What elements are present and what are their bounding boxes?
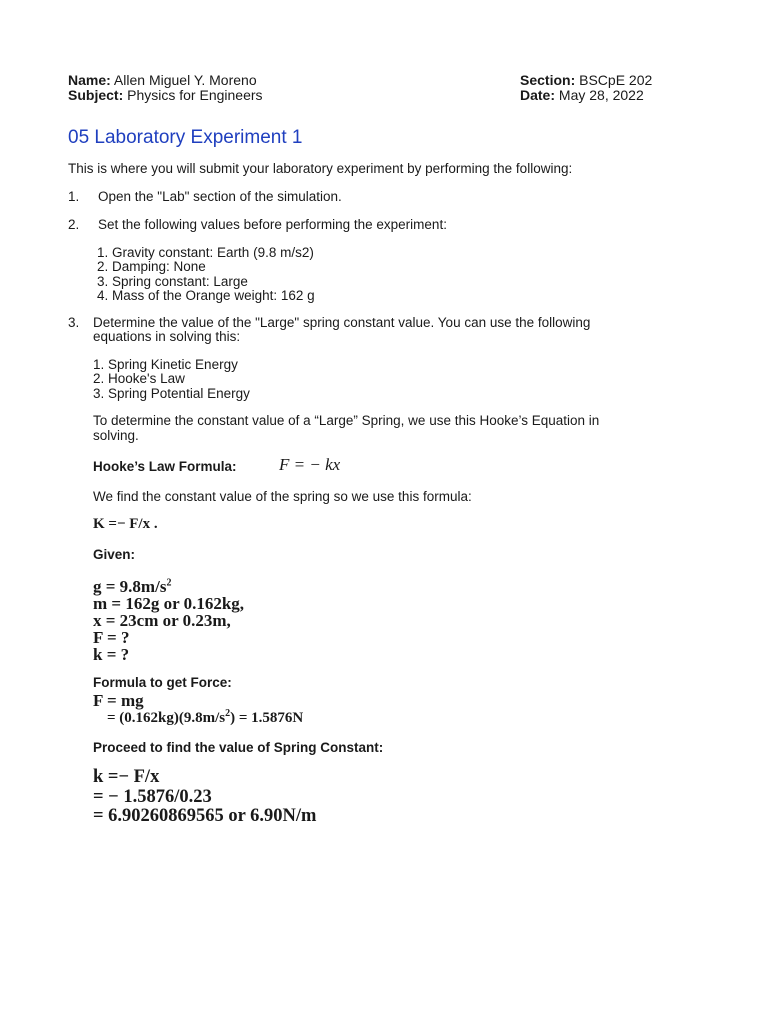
given-label: Given: [93, 547, 136, 562]
solution-para2: We find the constant value of the spring so we use this formula: [93, 489, 472, 504]
given-k: k = ? [93, 645, 130, 664]
given-x: x = 23cm or 0.23m, [93, 611, 231, 630]
step-3-text-line2: equations in solving this: [93, 329, 241, 344]
given-g-text: g = 9.8m/s [93, 577, 167, 596]
list-item: 1. Gravity constant: Earth (9.8 m/s2) [97, 245, 314, 260]
list-item: 4. Mass of the Orange weight: 162 g [97, 288, 315, 303]
name-value: Allen Miguel Y. Moreno [113, 72, 257, 88]
list-item: 1. Spring Kinetic Energy [93, 357, 238, 372]
page-title: 05 Laboratory Experiment 1 [68, 127, 303, 148]
spring-line1: k =− F/x [93, 767, 160, 787]
k-formula: K =− F/x . [93, 516, 158, 532]
force-line2 [107, 710, 303, 727]
date-value: May 28, 2022 [558, 87, 644, 103]
hooke-formula: F = − kx [279, 455, 341, 474]
hooke-label: Hooke’s Law Formula: [93, 459, 237, 474]
given-m: m = 162g or 0.162kg, [93, 594, 245, 613]
list-item: 2. Damping: None [97, 259, 206, 274]
solution-para1-line2: solving. [93, 428, 139, 443]
spring-label: Proceed to find the value of Spring Constant: [93, 740, 384, 755]
spring-line3: = 6.90260869565 or 6.90N/m [93, 806, 317, 826]
name-line [68, 72, 257, 88]
step-3-text-line1: Determine the value of the "Large" spring constant value. You can use the following [93, 315, 591, 330]
step-2-number: 2. [68, 217, 80, 232]
subject-line [68, 87, 263, 103]
list-item: 3. Spring Potential Energy [93, 386, 250, 401]
force-line2-start: = (0.162kg)(9.8m/s [107, 710, 226, 726]
step-1-text: Open the "Lab" section of the simulation. [98, 189, 342, 204]
step-2-text: Set the following values before performing the experiment: [98, 217, 447, 232]
force-line2-exponent: 2 [225, 708, 231, 719]
force-label: Formula to get Force: [93, 675, 232, 690]
subject-value: Physics for Engineers [127, 87, 263, 103]
spring-line2: = − 1.5876/0.23 [93, 787, 212, 807]
force-line1: F = mg [93, 691, 144, 710]
section-line [520, 72, 652, 88]
list-item: 2. Hooke's Law [93, 371, 185, 386]
list-item: 3. Spring constant: Large [97, 274, 248, 289]
step-1-number: 1. [68, 189, 80, 204]
subject-label: Subject: [68, 87, 124, 103]
intro-text: This is where you will submit your laboratory experiment by performing the following: [68, 161, 573, 176]
given-f: F = ? [93, 628, 130, 647]
section-value: BSCpE 202 [579, 72, 653, 88]
force-line2-end: ) = 1.5876N [230, 710, 304, 726]
date-line [520, 87, 644, 103]
section-label: Section: [520, 72, 576, 88]
date-label: Date: [520, 87, 556, 103]
given-g-exponent: 2 [166, 577, 172, 589]
solution-para1-line1: To determine the constant value of a “Large” Spring, we use this Hooke’s Equation in [93, 413, 600, 428]
name-label: Name: [68, 72, 111, 88]
step-3-number: 3. [68, 315, 80, 330]
